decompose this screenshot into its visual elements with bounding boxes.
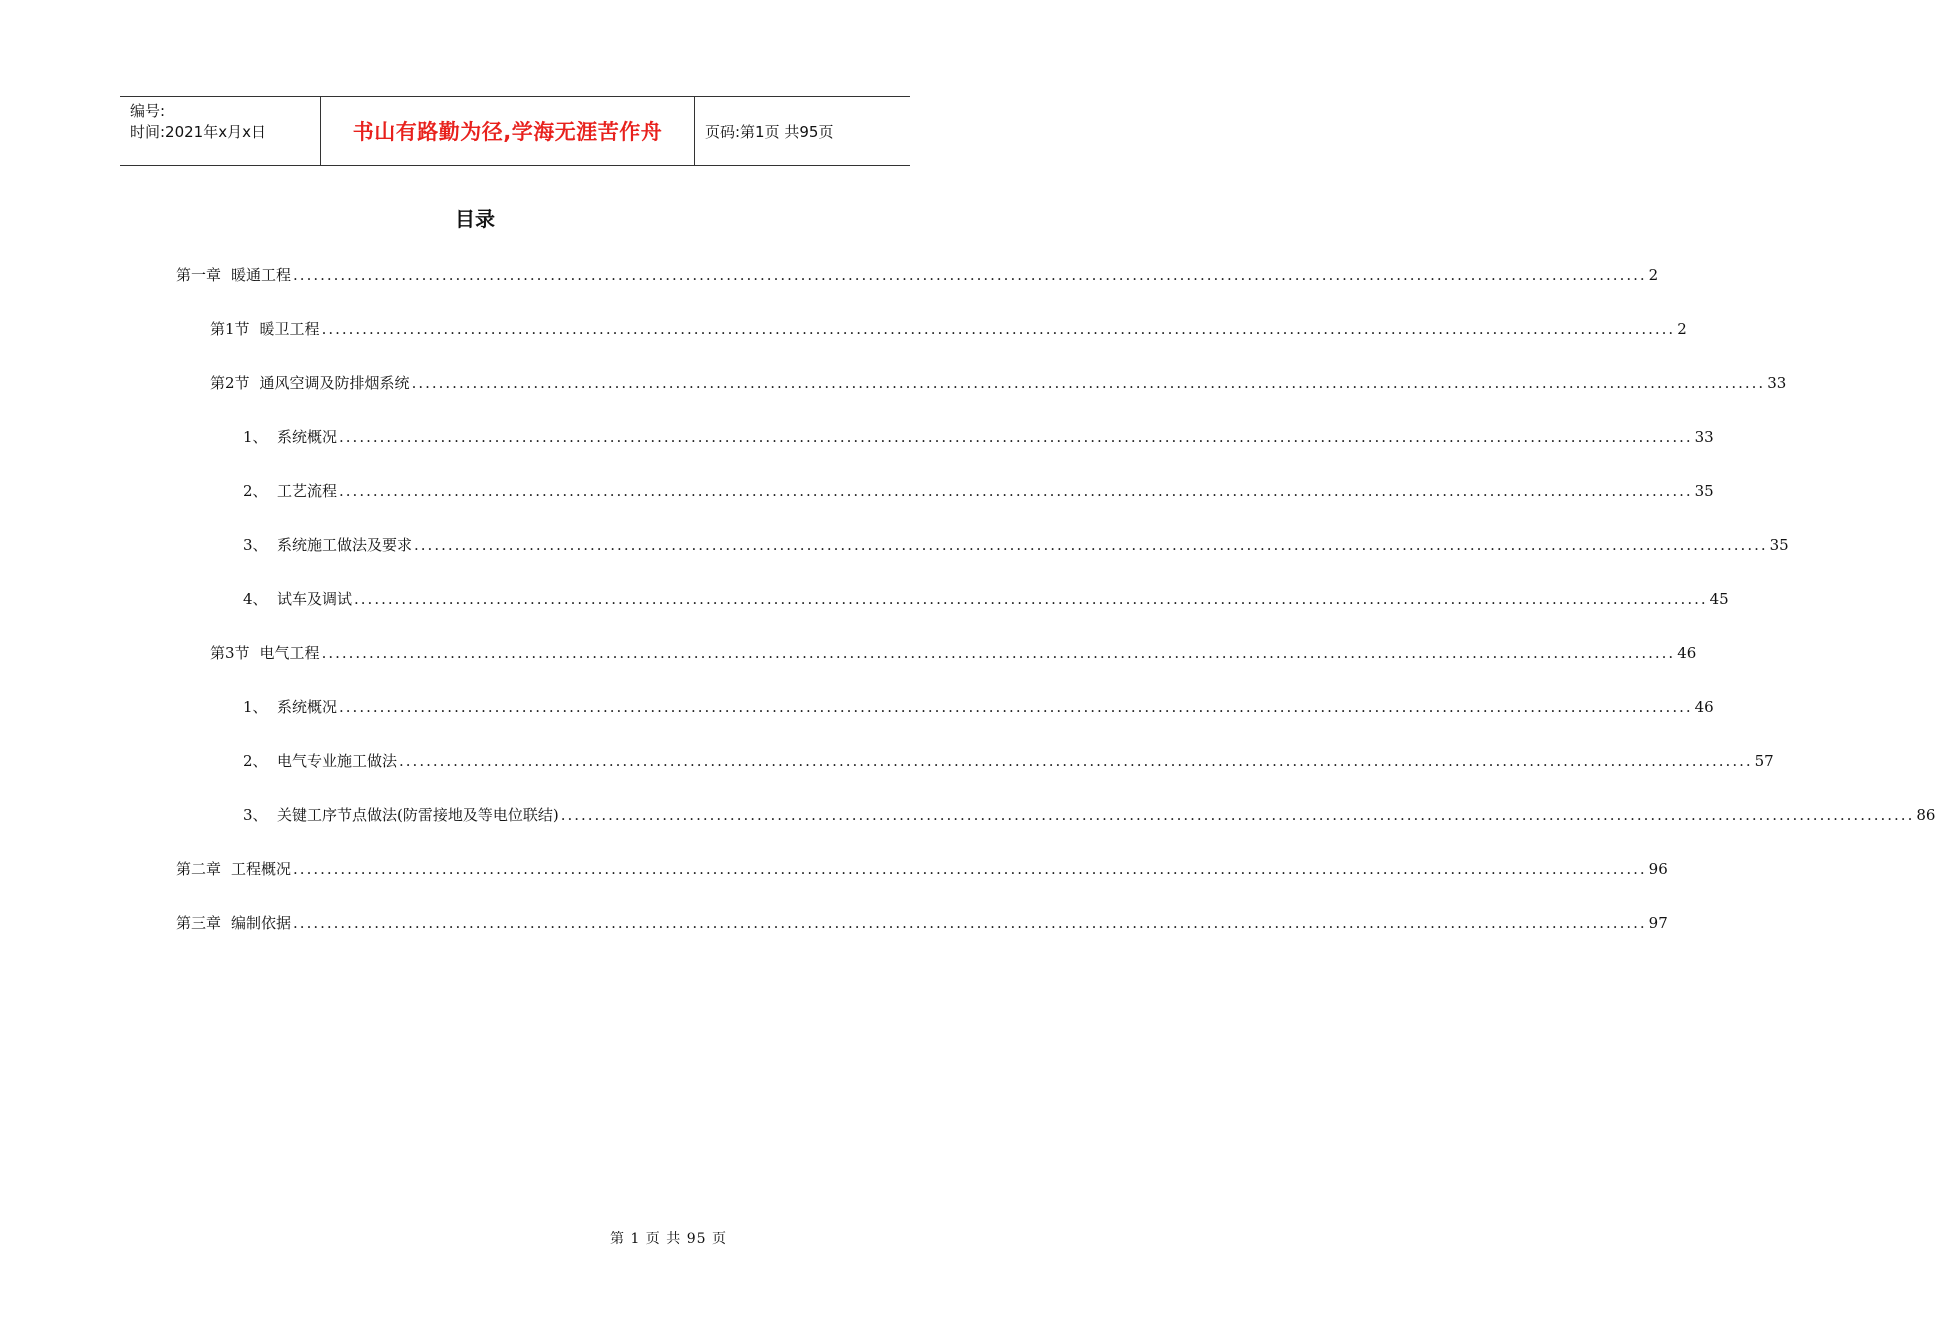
toc-entry-label (210, 318, 320, 340)
toc-entry-label (243, 480, 337, 502)
code-label: 编号: (130, 102, 166, 120)
toc-entry-label (243, 804, 559, 826)
toc-entry-text: 暖卫工程 (259, 320, 320, 338)
toc-entry-page: 2 (1677, 320, 1687, 338)
header-meta (120, 97, 321, 165)
header-motto: 书山有路勤为径,学海无涯苦作舟 (321, 97, 695, 165)
time-label: 时间:2021年x月x日 (130, 123, 266, 141)
toc-entry[interactable] (243, 534, 1789, 556)
toc-entry-page: 97 (1648, 914, 1668, 932)
toc-leader-dots: ........................................................................................................................................................................................................ (293, 914, 1647, 932)
toc-leader-dots: ........................................................................................................................................................................................................ (293, 266, 1647, 284)
toc-entry[interactable] (243, 804, 1935, 826)
toc-entry-text: 编制依据 (231, 914, 292, 932)
toc-entry[interactable] (176, 264, 1659, 286)
toc-entry-page: 35 (1769, 536, 1789, 554)
toc-entry-label (243, 534, 412, 556)
toc-entry-number: 4、 (243, 590, 268, 608)
toc-entry[interactable] (210, 642, 1697, 664)
toc-entry-page: 35 (1694, 482, 1714, 500)
toc-entry-text: 通风空调及防排烟系统 (259, 374, 410, 392)
toc-entry[interactable] (243, 696, 1714, 718)
toc-entry-text: 关键工序节点做法(防雷接地及等电位联结) (277, 806, 559, 824)
toc-entry-text: 系统施工做法及要求 (277, 536, 413, 554)
toc-entry-page: 33 (1767, 374, 1787, 392)
toc-entry-label (243, 426, 337, 448)
toc-entry-label (176, 912, 291, 934)
toc-entry[interactable] (176, 858, 1668, 880)
toc-entry-page: 96 (1648, 860, 1668, 878)
toc-entry-text: 电气工程 (259, 644, 320, 662)
toc-entry-number: 3、 (243, 536, 268, 554)
toc-leader-dots: ........................................................................................................................................................................................................ (339, 428, 1693, 446)
toc-leader-dots: ........................................................................................................................................................................................................ (339, 482, 1693, 500)
toc-leader-dots: ........................................................................................................................................................................................................ (293, 860, 1647, 878)
toc-entry-label (243, 696, 337, 718)
toc-entry-page: 57 (1754, 752, 1774, 770)
toc-entry-label (176, 264, 291, 286)
header-page-info: 页码:第1页 共95页 (705, 122, 834, 141)
toc-entry-number: 第3节 (210, 644, 250, 662)
page-header (120, 96, 910, 166)
toc-leader-dots: ........................................................................................................................................................................................................ (339, 698, 1693, 716)
toc-entry-label (243, 588, 352, 610)
toc-entry-label (210, 372, 410, 394)
page-footer: 第 1 页 共 95 页 (610, 1231, 727, 1247)
toc-entry[interactable] (176, 912, 1668, 934)
toc-entry-number: 2、 (243, 752, 268, 770)
toc-entry[interactable] (243, 426, 1714, 448)
toc-entry-number: 第三章 (176, 914, 222, 932)
toc-entry-text: 暖通工程 (231, 266, 292, 284)
toc-entry-number: 2、 (243, 482, 268, 500)
toc-leader-dots: ........................................................................................................................................................................................................ (560, 806, 1915, 824)
toc-leader-dots: ........................................................................................................................................................................................................ (321, 644, 1676, 662)
toc-entry-number: 1、 (243, 698, 268, 716)
toc-entry-text: 工艺流程 (277, 482, 338, 500)
toc-entry-page: 46 (1677, 644, 1697, 662)
toc-entry-text: 系统概况 (277, 698, 338, 716)
toc-entry-label (176, 858, 291, 880)
toc-title: 目录 (455, 207, 495, 231)
toc-entry-number: 3、 (243, 806, 268, 824)
toc-entry-page: 86 (1916, 806, 1935, 824)
toc-leader-dots: ........................................................................................................................................................................................................ (321, 320, 1676, 338)
toc-leader-dots: ........................................................................................................................................................................................................ (399, 752, 1753, 770)
toc-entry-number: 1、 (243, 428, 268, 446)
toc-leader-dots: ........................................................................................................................................................................................................ (354, 590, 1708, 608)
toc-entry-page: 46 (1694, 698, 1714, 716)
toc-entry[interactable] (243, 480, 1714, 502)
toc-leader-dots: ........................................................................................................................................................................................................ (414, 536, 1768, 554)
toc-entry-text: 试车及调试 (277, 590, 353, 608)
toc-entry[interactable] (243, 750, 1774, 772)
toc-entry-page: 33 (1694, 428, 1714, 446)
toc-entry-label (210, 642, 320, 664)
toc-entry-text: 工程概况 (231, 860, 292, 878)
toc-entry[interactable] (243, 588, 1729, 610)
toc-entry-page: 2 (1648, 266, 1659, 284)
toc-entry-number: 第2节 (210, 374, 250, 392)
toc-entry-number: 第二章 (176, 860, 222, 878)
toc-entry-page: 45 (1709, 590, 1729, 608)
toc-entry-number: 第1节 (210, 320, 250, 338)
toc-entry-number: 第一章 (176, 266, 222, 284)
toc-entry-label (243, 750, 397, 772)
toc-entry[interactable] (210, 372, 1787, 394)
toc-entry-text: 电气专业施工做法 (277, 752, 398, 770)
toc-entry[interactable] (210, 318, 1687, 340)
toc-leader-dots: ........................................................................................................................................................................................................ (411, 374, 1766, 392)
toc-entry-text: 系统概况 (277, 428, 338, 446)
